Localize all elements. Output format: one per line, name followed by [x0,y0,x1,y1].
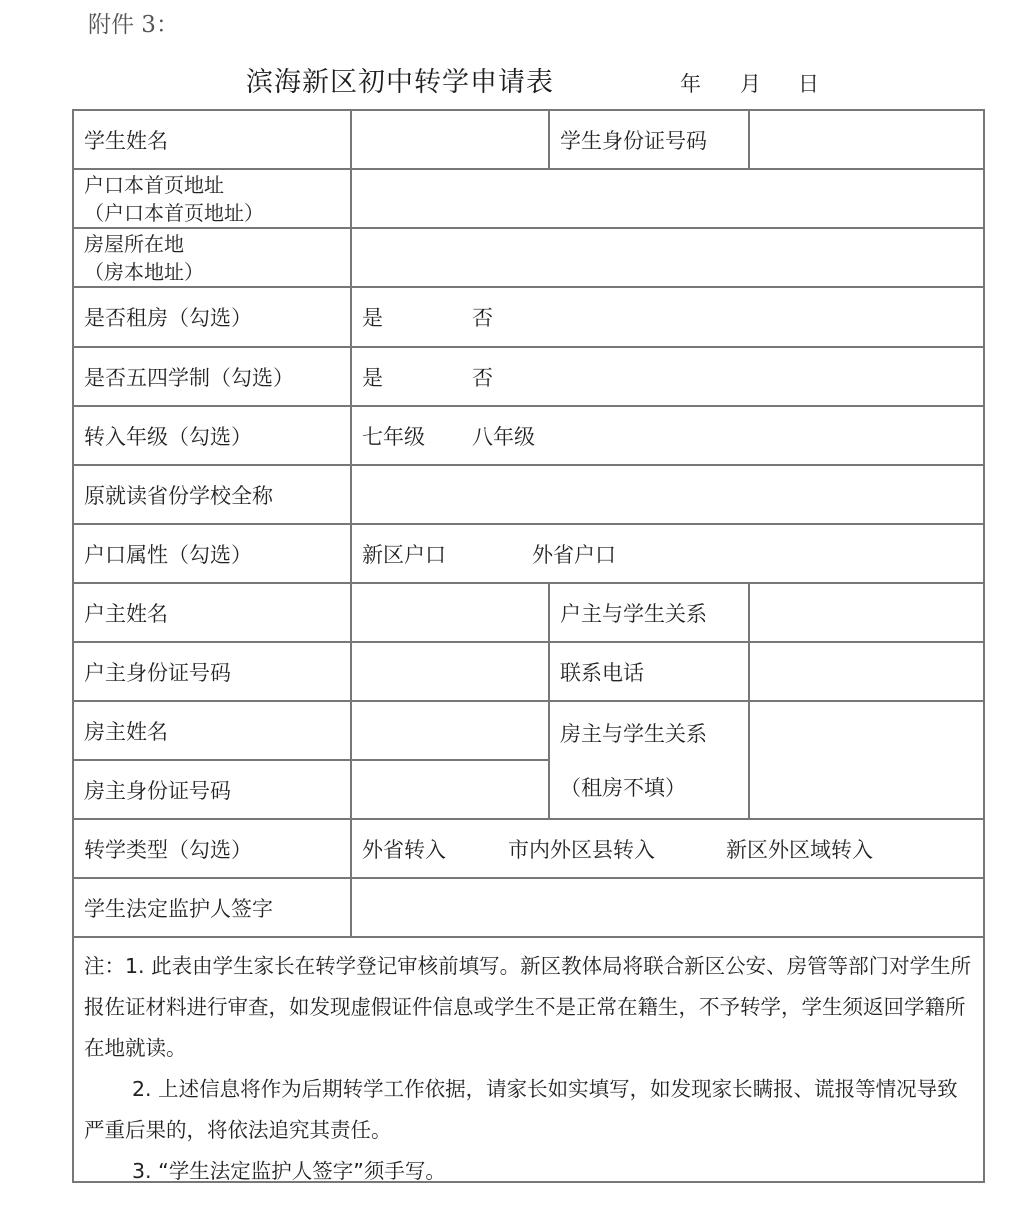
date-month-label: 月 [740,72,761,96]
owner-name-field[interactable] [352,702,548,759]
hukou-type-option-other-province[interactable]: 外省户口 [532,542,616,567]
grade-label: 转入年级（勾选） [84,424,252,449]
householder-id-field[interactable] [352,643,548,700]
householder-id-label: 户主身份证号码 [84,660,231,685]
grade-option-7[interactable]: 七年级 [362,424,425,449]
attachment-label: 附件 3： [88,12,179,38]
is-54-option-yes[interactable]: 是 [362,365,383,390]
transfer-type-label: 转学类型（勾选） [84,837,252,862]
original-school-label: 原就读省份学校全称 [84,483,273,508]
hukou-address-label-line2: （户口本首页地址） [84,200,264,225]
house-location-field[interactable] [352,229,983,286]
owner-relation-label [550,702,748,818]
notes-section [74,938,983,1181]
transfer-type-option-outside-new-area[interactable]: 新区外区域转入 [726,837,873,862]
phone-label: 联系电话 [560,660,644,685]
owner-relation-label-line1: 房主与学生关系 [560,722,707,746]
note-2: 2. 上述信息将作为后期转学工作依据，请家长如实填写，如发现家长瞒报、谎报等情况导致严重后果的，将依法追究其责任。 [84,1077,958,1142]
date-line [680,68,838,98]
note-1: 注：1. 此表由学生家长在转学登记审核前填写。新区教体局将联合新区公安、房管等部门对学生所报佐证材料进行审查，如发现虚假证件信息或学生不是正常在籍生，不予转学，学生须返回学籍所在地就读。 [84,954,972,1060]
form-title: 滨海新区初中转学申请表 [246,67,554,98]
hukou-type-option-local[interactable]: 新区户口 [362,542,446,567]
student-id-label: 学生身份证号码 [560,128,707,153]
guardian-signature-field[interactable] [352,879,983,936]
transfer-type-option-other-province[interactable]: 外省转入 [362,837,446,862]
owner-relation-field[interactable] [750,702,983,818]
original-school-field[interactable] [352,466,983,523]
is-renting-option-no[interactable]: 否 [472,306,493,330]
phone-field[interactable] [750,643,983,700]
student-name-label: 学生姓名 [84,128,168,153]
hukou-address-label-line1: 户口本首页地址 [84,172,224,197]
is-54-system-label: 是否五四学制（勾选） [84,365,294,390]
grade-options [352,407,983,464]
house-location-label [74,229,350,286]
date-year-label: 年 [680,72,701,96]
hukou-address-field[interactable] [352,170,983,227]
owner-name-label: 房主姓名 [84,719,168,744]
hukou-type-options [352,525,983,582]
house-location-label-line2: （房本地址） [84,259,204,284]
application-form-table [72,109,985,1183]
note-3: 3. “学生法定监护人签字”须手写。 [132,1159,446,1183]
householder-relation-field[interactable] [750,584,983,641]
is-54-option-no[interactable]: 否 [472,365,493,390]
is-renting-option-yes[interactable]: 是 [362,306,383,330]
householder-name-field[interactable] [352,584,548,641]
student-id-field[interactable] [750,111,983,168]
householder-name-label: 户主姓名 [84,601,168,626]
grade-option-8[interactable]: 八年级 [472,424,535,449]
is-renting-label: 是否租房（勾选） [84,306,252,330]
owner-id-label: 房主身份证号码 [84,778,231,803]
is-renting-options [352,288,983,346]
owner-relation-label-line2: （租房不填） [560,776,686,800]
guardian-signature-label: 学生法定监护人签字 [84,896,273,921]
transfer-type-option-city-district[interactable]: 市内外区县转入 [508,837,655,862]
is-54-system-options [352,348,983,405]
owner-id-field[interactable] [352,761,548,818]
householder-relation-label: 户主与学生关系 [560,601,707,626]
house-location-label-line1: 房屋所在地 [84,231,184,256]
transfer-type-options [352,820,983,877]
date-day-label: 日 [798,72,819,96]
student-name-field[interactable] [352,111,548,168]
hukou-type-label: 户口属性（勾选） [84,542,252,567]
hukou-address-label [74,170,350,227]
